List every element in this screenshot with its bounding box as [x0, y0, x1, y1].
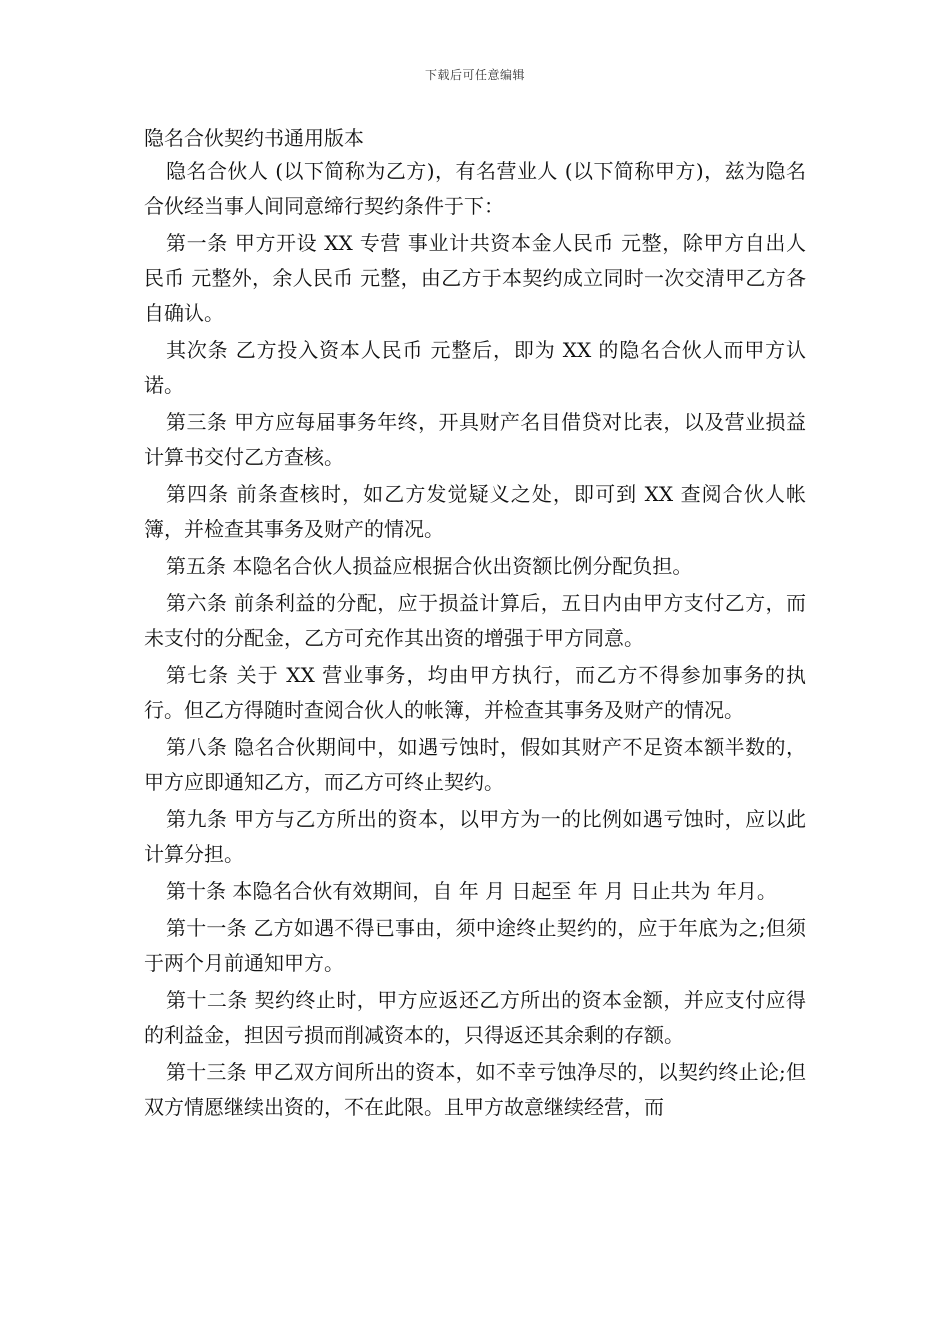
- paragraph-article-7: 第七条 关于 XX 营业事务，均由甲方执行，而乙方不得参加事务的执行。但乙方得随时查阅合伙人的帐簿，并检查其事务及财产的情况。: [144, 663, 806, 722]
- paragraph-article-9: 第九条 甲方与乙方所出的资本，以甲方为一的比例如遇亏蚀时，应以此计算分担。: [144, 807, 806, 866]
- paragraph-article-5: 第五条 本隐名合伙人损益应根据合伙出资额比例分配负担。: [166, 554, 693, 578]
- paragraph-article-4: 第四条 前条查核时，如乙方发觉疑义之处，即可到 XX 查阅合伙人帐簿，并检查其事务及财产的情况。: [144, 482, 806, 541]
- page-header: 下载后可任意编辑: [424, 68, 525, 82]
- paragraph-article-6: 第六条 前条利益的分配，应于损益计算后，五日内由甲方支付乙方，而未支付的分配金，乙方可充作其出资的增强于甲方同意。: [144, 591, 806, 650]
- paragraph-article-1: 第一条 甲方开设 XX 专营 事业计共资本金人民币 元整，除甲方自出人民币 元整外，余人民币 元整，由乙方于本契约成立同时一次交清甲乙方各自确认。: [144, 231, 806, 325]
- paragraph-article-10: 第十条 本隐名合伙有效期间，自 年 月 日起至 年 月 日止共为 年月。: [166, 879, 777, 903]
- paragraph-intro: 隐名合伙人 (以下简称为乙方)，有名营业人 (以下简称甲方)，兹为隐名合伙经当事人间同意缔行契约条件于下：: [144, 159, 806, 218]
- paragraph-article-11: 第十一条 乙方如遇不得已事由，须中途终止契约的，应于年底为之;但须于两个月前通知甲方。: [144, 916, 806, 975]
- document-title: 隐名合伙契约书通用版本: [144, 126, 364, 150]
- paragraph-article-12: 第十二条 契约终止时，甲方应返还乙方所出的资本金额，并应支付应得的利益金，担因亏损而削减资本的，只得返还其余剩的存额。: [144, 988, 806, 1047]
- paragraph-article-2: 其次条 乙方投入资本人民币 元整后，即为 XX 的隐名合伙人而甲方认诺。: [144, 338, 806, 397]
- paragraph-article-13: 第十三条 甲乙双方间所出的资本，如不幸亏蚀净尽的，以契约终止论;但双方情愿继续出资的，不在此限。且甲方故意继续经营，而: [144, 1060, 806, 1119]
- paragraph-article-3: 第三条 甲方应每届事务年终，开具财产名目借贷对比表，以及营业损益计算书交付乙方查核。: [144, 410, 806, 469]
- document-body: [144, 116, 806, 1127]
- paragraph-article-8: 第八条 隐名合伙期间中，如遇亏蚀时，假如其财产不足资本额半数的，甲方应即通知乙方，而乙方可终止契约。: [144, 735, 806, 794]
